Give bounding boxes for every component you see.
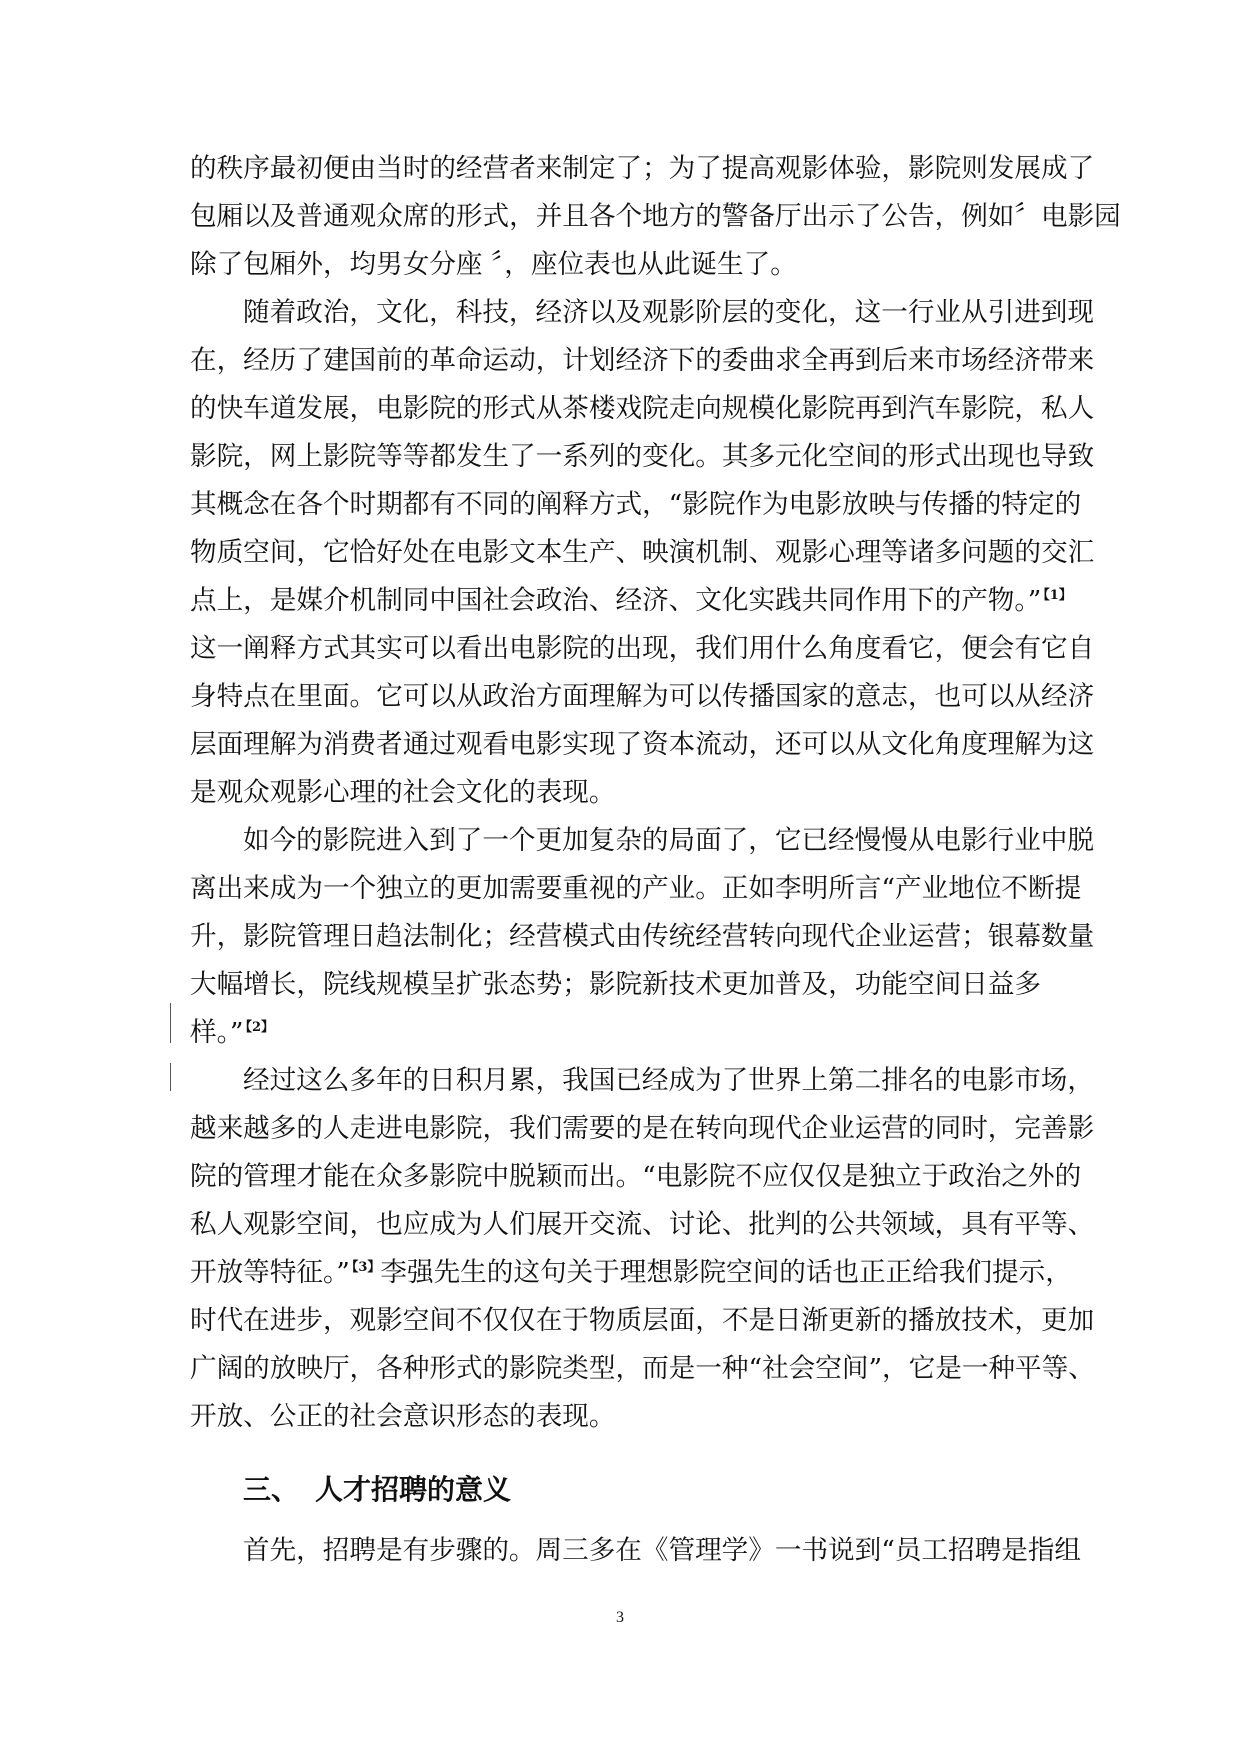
revision-bar [170,1063,171,1091]
body-text-line: 越来越多的人走进电影院，我们需要的是在转向现代企业运营的同时，完善影 [190,1113,1095,1144]
body-text: 开放等特征。” [190,1257,350,1288]
revision-bar [170,1003,171,1043]
body-text-line-with-citation [190,1256,1072,1290]
section-title: 人才招聘的意义 [315,1473,512,1506]
body-text-line-with-citation [190,1016,274,1050]
body-text-line: 身特点在里面。它可以从政治方面理解为可以传播国家的意志，也可以从经济 [190,681,1095,712]
body-text-line: 大幅增长，院线规模呈扩张态势；影院新技术更加普及，功能空间日益多 [190,969,1041,1000]
body-text-line: 经过这么多年的日积月累，我国已经成为了世界上第二排名的电影市场， [243,1065,1094,1096]
body-text: 点上，是媒介机制同中国社会政治、经济、文化实践共同作用下的产物。” [190,585,1042,616]
body-text-line: 是观众观影心理的社会文化的表现。 [190,777,616,808]
body-text-line: 层面理解为消费者通过观看电影实现了资本流动，还可以从文化角度理解为这 [190,729,1095,760]
body-text: 李强先生的这句关于理想影院空间的话也正正给我们提示， [380,1257,1072,1288]
body-text-line: 私人观影空间，也应成为人们展开交流、讨论、批判的公共领域，具有平等、 [190,1209,1095,1240]
body-text-line: 随着政治，文化，科技，经济以及观影阶层的变化，这一行业从引进到现 [243,297,1094,328]
body-text-line: 在，经历了建国前的革命运动，计划经济下的委曲求全再到后来市场经济带来 [190,345,1095,376]
body-text-line: 时代在进步，观影空间不仅仅在于物质层面，不是日渐更新的播放技术，更加 [190,1305,1095,1336]
body-text-line: 广阔的放映厅，各种形式的影院类型，而是一种“社会空间”，它是一种平等、 [190,1353,1095,1384]
body-text: 样。” [190,1017,244,1048]
citation-ref-2: 【2】 [245,1020,275,1035]
body-text-line: 物质空间，它恰好处在电影文本生产、映演机制、观影心理等诸多问题的交汇 [190,537,1095,568]
body-text-line-with-citation [190,584,1072,618]
body-text-line: 的快车道发展，电影院的形式从茶楼戏院走向规模化影院再到汽车影院，私人 [190,393,1095,424]
body-text-line: 首先，招聘是有步骤的。周三多在《管理学》一书说到“员工招聘是指组 [243,1535,1081,1566]
body-text-line: 其概念在各个时期都有不同的阐释方式，“影院作为电影放映与传播的特定的 [190,489,1082,520]
body-text-line: 包厢以及普通观众席的形式，并且各个地方的警备厅出示了公告，例如〞电影园 [190,201,1121,232]
citation-ref-3: 【3】 [351,1260,381,1275]
body-text-line: 除了包厢外，均男女分座 〞，座位表也从此诞生了。 [190,249,797,280]
body-text-line: 开放、公正的社会意识形态的表现。 [190,1401,616,1432]
body-text-line: 的秩序最初便由当时的经营者来制定了；为了提高观影体验，影院则发展成了 [190,153,1095,184]
section-heading [243,1472,511,1508]
body-text-line: 院的管理才能在众多影院中脱颖而出。“电影院不应仅仅是独立于政治之外的 [190,1161,1082,1192]
body-text-line: 升，影院管理日趋法制化；经营模式由传统经营转向现代企业运营；银幕数量 [190,921,1095,952]
section-number: 三、 [243,1473,300,1506]
body-text-line: 如今的影院进入到了一个更加复杂的局面了，它已经慢慢从电影行业中脱 [243,825,1094,856]
citation-ref-1: 【1】 [1043,588,1072,603]
body-text-line: 离出来成为一个独立的更加需要重视的产业。正如李明所言“产业地位不断提 [190,873,1082,904]
body-text-line: 这一阐释方式其实可以看出电影院的出现，我们用什么角度看它，便会有它自 [190,633,1095,664]
body-text-line: 影院，网上影院等等都发生了一系列的变化。其多元化空间的形式出现也导致 [190,441,1095,472]
page-number: 3 [616,1609,624,1626]
